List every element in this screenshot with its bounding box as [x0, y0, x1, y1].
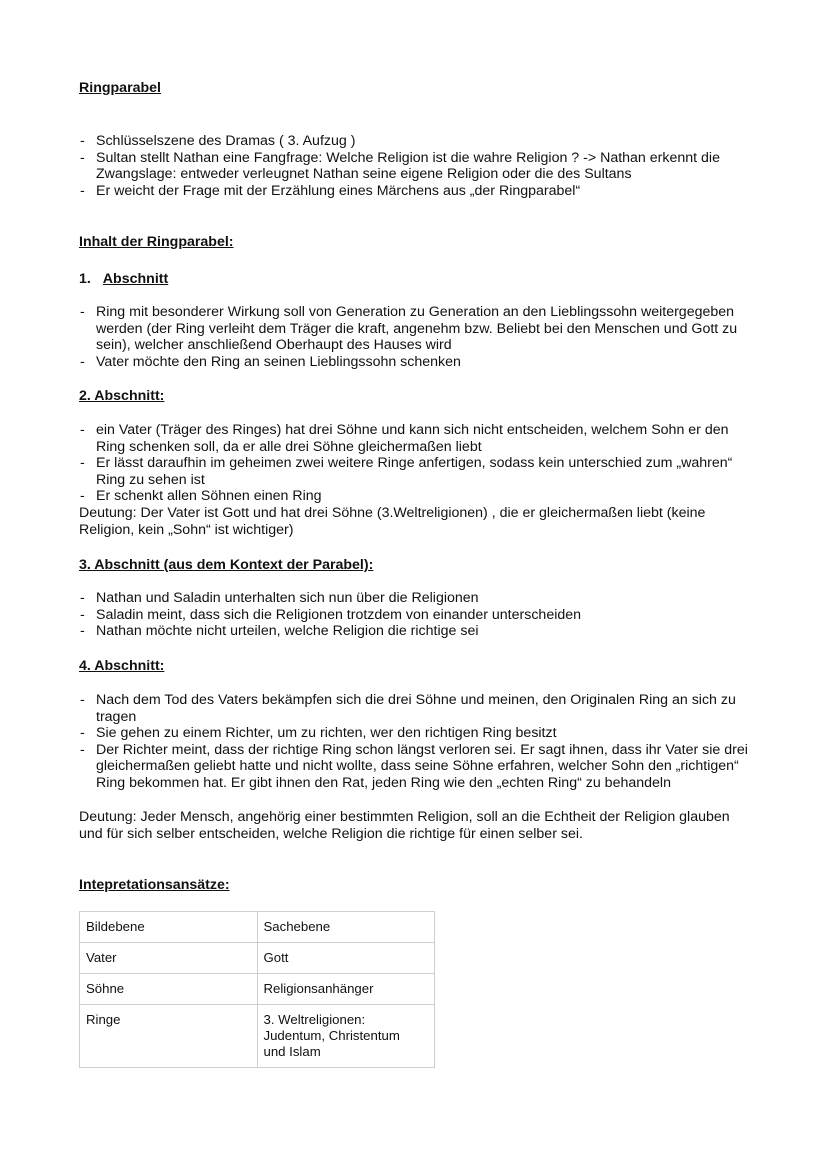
table-cell: Sachebene [257, 912, 435, 943]
section3-heading: 3. Abschnitt (aus dem Kontext der Parabel): [79, 557, 374, 573]
table-cell: 3. Weltreligionen: Judentum, Christentum und Islam [257, 1005, 435, 1068]
list-item: - Nathan möchte nicht urteilen, welche Religion die richtige sei [79, 623, 759, 640]
table-cell: Vater [80, 943, 258, 974]
page-title: Ringparabel [79, 80, 161, 96]
section1-heading [79, 271, 168, 288]
table-cell: Gott [257, 943, 435, 974]
section1-number: 1. [79, 271, 91, 287]
table-row [80, 1005, 435, 1068]
content-heading: Inhalt der Ringparabel: [79, 234, 234, 250]
section1-title: Abschnitt [102, 271, 169, 287]
section2-heading: 2. Abschnitt: [79, 388, 165, 404]
interpretation-table [79, 911, 435, 1068]
list-item: - Sie gehen zu einem Richter, um zu richten, wer den richtigen Ring besitzt [79, 725, 759, 742]
list-item: - Vater möchte den Ring an seinen Lieblingssohn schenken [79, 354, 759, 371]
list-item: - Er schenkt allen Söhnen einen Ring [79, 488, 759, 505]
table-row [80, 912, 435, 943]
table-row [80, 943, 435, 974]
intro-list [79, 133, 759, 199]
list-item: - Saladin meint, dass sich die Religionen trotzdem von einander unterscheiden [79, 607, 759, 624]
section2-interpretation: Deutung: Der Vater ist Gott und hat drei Söhne (3.Weltreligionen) , die er gleichermaßen liebt (keine Religion, kein „Sohn“ ist wichtiger) [79, 505, 706, 538]
list-item: - Der Richter meint, dass der richtige Ring schon längst verloren sei. Er sagt ihnen, dass ihr Vater sie drei gleichermaßen geliebt hatte und nicht wollte, dass seine Söhne erfahren, welcher Sohn den „richtigen“ Ring bekommen hat. Er gibt ihnen den Rat, jeden Ring wie den „echten Ring“ zu behandeln [79, 742, 751, 792]
list-item: - Nach dem Tod des Vaters bekämpfen sich die drei Söhne und meinen, den Originalen Ring an sich zu tragen [79, 692, 751, 725]
section2-list [79, 422, 759, 505]
section1-list [79, 304, 759, 370]
table-cell: Religionsanhänger [257, 974, 435, 1005]
list-item: - Er weicht der Frage mit der Erzählung eines Märchens aus „der Ringparabel“ [79, 183, 759, 200]
table-cell: Söhne [80, 974, 258, 1005]
table-row [80, 974, 435, 1005]
section3-list [79, 590, 759, 640]
list-item: - Sultan stellt Nathan eine Fangfrage: Welche Religion ist die wahre Religion ? -> Nathan erkennt die Zwangslage: entweder verleugnet Nathan seine eigene Religion oder die des Sultans [79, 150, 746, 183]
table-cell: Ringe [80, 1005, 258, 1068]
section4-list [79, 692, 759, 792]
list-item: - Nathan und Saladin unterhalten sich nun über die Religionen [79, 590, 759, 607]
interpretation-heading: Intepretationsansätze: [79, 877, 230, 893]
list-item: - Er lässt daraufhin im geheimen zwei weitere Ringe anfertigen, sodass kein unterschied zum „wahren“ Ring zu sehen ist [79, 455, 746, 488]
list-item: - Schlüsselszene des Dramas ( 3. Aufzug ) [79, 133, 759, 150]
section4-interpretation: Deutung: Jeder Mensch, angehörig einer bestimmten Religion, soll an die Echtheit der Religion glauben und für sich selber entscheiden, welche Religion die richtige für einen selber sei. [79, 809, 730, 842]
section4-heading: 4. Abschnitt: [79, 658, 165, 674]
list-item: - ein Vater (Träger des Ringes) hat drei Söhne und kann sich nicht entscheiden, welchem Sohn er den Ring schenken soll, da er alle drei Söhne gleichermaßen liebt [79, 422, 759, 455]
list-item: - Ring mit besonderer Wirkung soll von Generation zu Generation an den Lieblingssohn weitergegeben werden (der Ring verleiht dem Träger die kraft, angenehm bzw. Beliebt bei den Menschen und Gott zu sein), welcher anschließend Oberhaupt des Hauses wird [79, 304, 748, 354]
table-cell: Bildebene [80, 912, 258, 943]
